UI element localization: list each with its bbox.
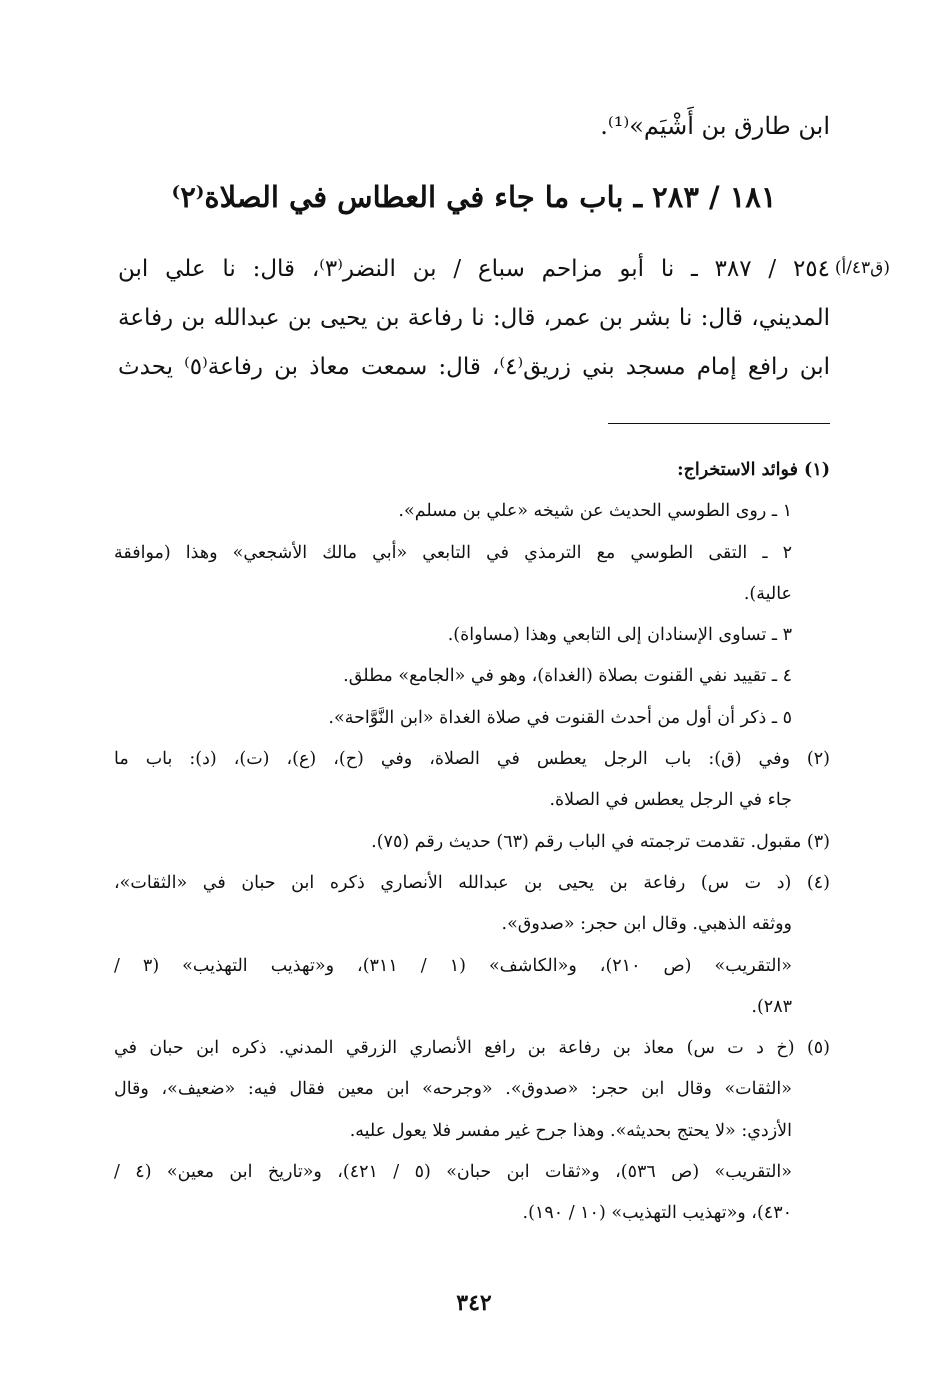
chapter-heading: ١٨١ / ٢٨٣ ـ باب ما جاء في العطاس في الصلاة⁽٢⁾ xyxy=(171,180,777,214)
footnote-separator xyxy=(608,423,830,424)
footnote-line: ٣ ـ تساوى الإسنادان إلى التابعي وهذا (مساواة). xyxy=(447,625,792,646)
hadith-text xyxy=(118,245,830,392)
hadith-line: ابن رافع إمام مسجد بني زريق⁽٤⁾، قال: سمعت معاذ بن رفاعة⁽٥⁾ يحدث xyxy=(118,354,831,380)
footnote-line: عالية). xyxy=(743,583,792,604)
footnote-line: جاء في الرجل يعطس في الصلاة. xyxy=(549,790,792,811)
footnote-line: (١) فوائد الاستخراج: xyxy=(677,460,830,480)
footnote-line: (٥) (خ د ت س) معاذ بن رفاعة بن رافع الأنصاري الزرقي المدني. ذكره ابن حبان في xyxy=(114,1038,830,1059)
footnotes xyxy=(114,450,830,1235)
footnote-line: (٣) مقبول. تقدمت ترجمته في الباب رقم (٦٣) حديث رقم (٧٥). xyxy=(371,831,830,852)
footnote-line: ٤٣٠)، و«تهذيب التهذيب» (١٠ / ١٩٠). xyxy=(522,1203,792,1224)
footnote-line: ١ ـ روى الطوسي الحديث عن شيخه «علي بن مسلم». xyxy=(398,501,792,522)
continuation-line: ابن طارق بن أَشْيَم»⁽¹⁾. xyxy=(600,112,830,140)
footnote-line: ٥ ـ ذكر أن أول من أحدث القنوت في صلاة الغداة «ابن النَّوَّاحة». xyxy=(328,707,792,728)
footnote-line: (٢) وفي (ق): باب الرجل يعطس في الصلاة، وفي (ح)، (ع)، (ت)، (د): باب ما xyxy=(114,749,830,770)
footnote-line: «الثقات» وقال ابن حجر: «صدوق». «وجرحه» ابن معين فقال فيه: «ضعيف»، وقال xyxy=(114,1079,792,1100)
footnote-line: ووثقه الذهبي. وقال ابن حجر: «صدوق». xyxy=(501,914,792,935)
manuscript-folio-note: (ق٤٣/أ) xyxy=(834,258,890,278)
footnote-line: ٢٨٣). xyxy=(751,996,792,1017)
footnote-line: ٢ ـ التقى الطوسي مع الترمذي في التابعي «أبي مالك الأشجعي» وهذا (موافقة xyxy=(114,542,792,563)
footnote-line: الأزدي: «لا يحتج بحديثه». وهذا جرح غير مفسر فلا يعول عليه. xyxy=(349,1120,792,1141)
footnote-line: (٤) (د ت س) رفاعة بن يحيى بن عبدالله الأنصاري ذكره ابن حبان في «الثقات»، xyxy=(114,872,830,893)
hadith-line: ٢٥٤ / ٣٨٧ ـ نا أبو مزاحم سباع / بن النضر⁽٣⁾، قال: نا علي ابن xyxy=(118,256,830,282)
hadith-line: المديني، قال: نا بشر بن عمر، قال: نا رفاعة بن يحيى بن عبدالله بن رفاعة xyxy=(118,305,830,331)
footnote-line: «التقريب» (ص ٥٣٦)، و«ثقات ابن حبان» (٥ / ٤٢١)، و«تاريخ ابن معين» (٤ / xyxy=(114,1162,792,1183)
footnote-line: ٤ ـ تقييد نفي القنوت بصلاة (الغداة)، وهو في «الجامع» مطلق. xyxy=(343,666,792,687)
page-number: ٣٤٢ xyxy=(456,1290,492,1316)
footnote-line: «التقريب» (ص ٢١٠)، و«الكاشف» (١ / ٣١١)، و«تهذيب التهذيب» (٣ / xyxy=(114,955,792,976)
